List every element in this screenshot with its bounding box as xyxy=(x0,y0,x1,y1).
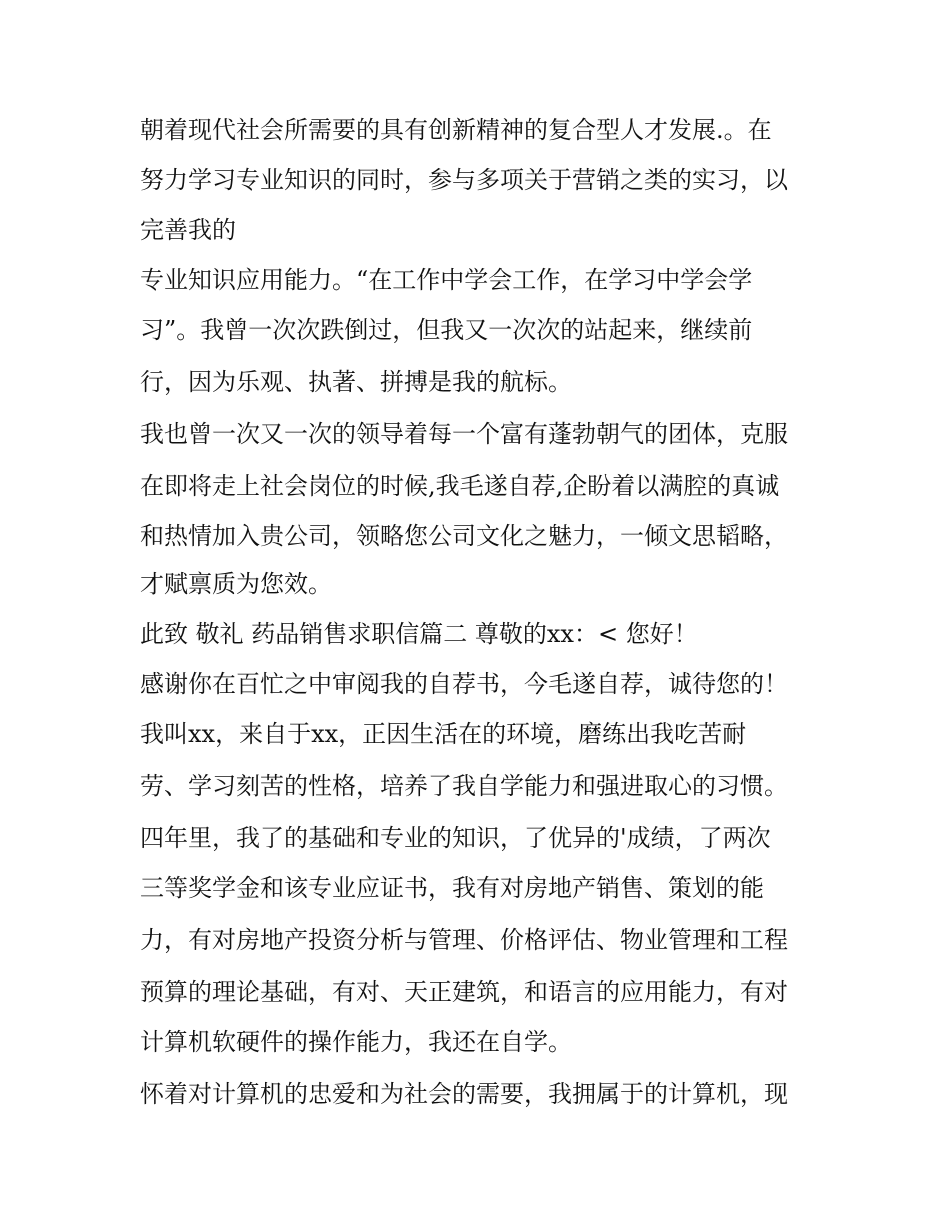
text-line: 努力学习专业知识的同时，参与多项关于营销之类的实习，以 xyxy=(140,166,788,194)
text-line: 习”。我曾一次次跌倒过，但我又一次次的站起来，继续前 xyxy=(140,316,753,344)
text-line: 在即将走上社会岗位的时候,我毛遂自荐,企盼着以满腔的真诚 xyxy=(140,472,780,500)
text-line: 怀着对计算机的忠爱和为社会的需要，我拥属于的计算机，现 xyxy=(140,1080,788,1108)
text-line: 力，有对房地产投资分析与管理、价格评估、物业管理和工程 xyxy=(140,926,788,954)
text-line: 我叫xx，来自于xx，正因生活在的环境，磨练出我吃苦耐 xyxy=(140,720,747,748)
text-line: 我也曾一次又一次的领导着每一个富有蓬勃朝气的团体，克服 xyxy=(140,420,788,448)
text-line: 专业知识应用能力。“在工作中学会工作，在学习中学会学 xyxy=(140,266,753,294)
text-line: 三等奖学金和该专业应证书，我有对房地产销售、策划的能 xyxy=(140,874,764,902)
text-line: 劳、学习刻苦的性格，培养了我自学能力和强进取心的习惯。 xyxy=(140,772,788,800)
text-line: 完善我的 xyxy=(140,216,236,244)
text-line: 行，因为乐观、执著、拼搏是我的航标。 xyxy=(140,368,572,396)
text-line: 才赋禀质为您效。 xyxy=(140,570,332,598)
text-line: 和热情加入贵公司，领略您公司文化之魅力，一倾文思韬略， xyxy=(140,522,788,550)
text-line: 预算的理论基础，有对、天正建筑，和语言的应用能力，有对 xyxy=(140,978,788,1006)
text-line: 此致 敬礼 药品销售求职信篇二 尊敬的xx：< 您好！ xyxy=(140,620,698,648)
text-line: 计算机软硬件的操作能力，我还在自学。 xyxy=(140,1028,572,1056)
text-line: 朝着现代社会所需要的具有创新精神的复合型人才发展.。在 xyxy=(140,116,772,144)
text-line: 感谢你在百忙之中审阅我的自荐书，今毛遂自荐，诚待您的！ xyxy=(140,670,788,698)
text-line: 四年里，我了的基础和专业的知识，了优异的'成绩，了两次 xyxy=(140,824,771,852)
